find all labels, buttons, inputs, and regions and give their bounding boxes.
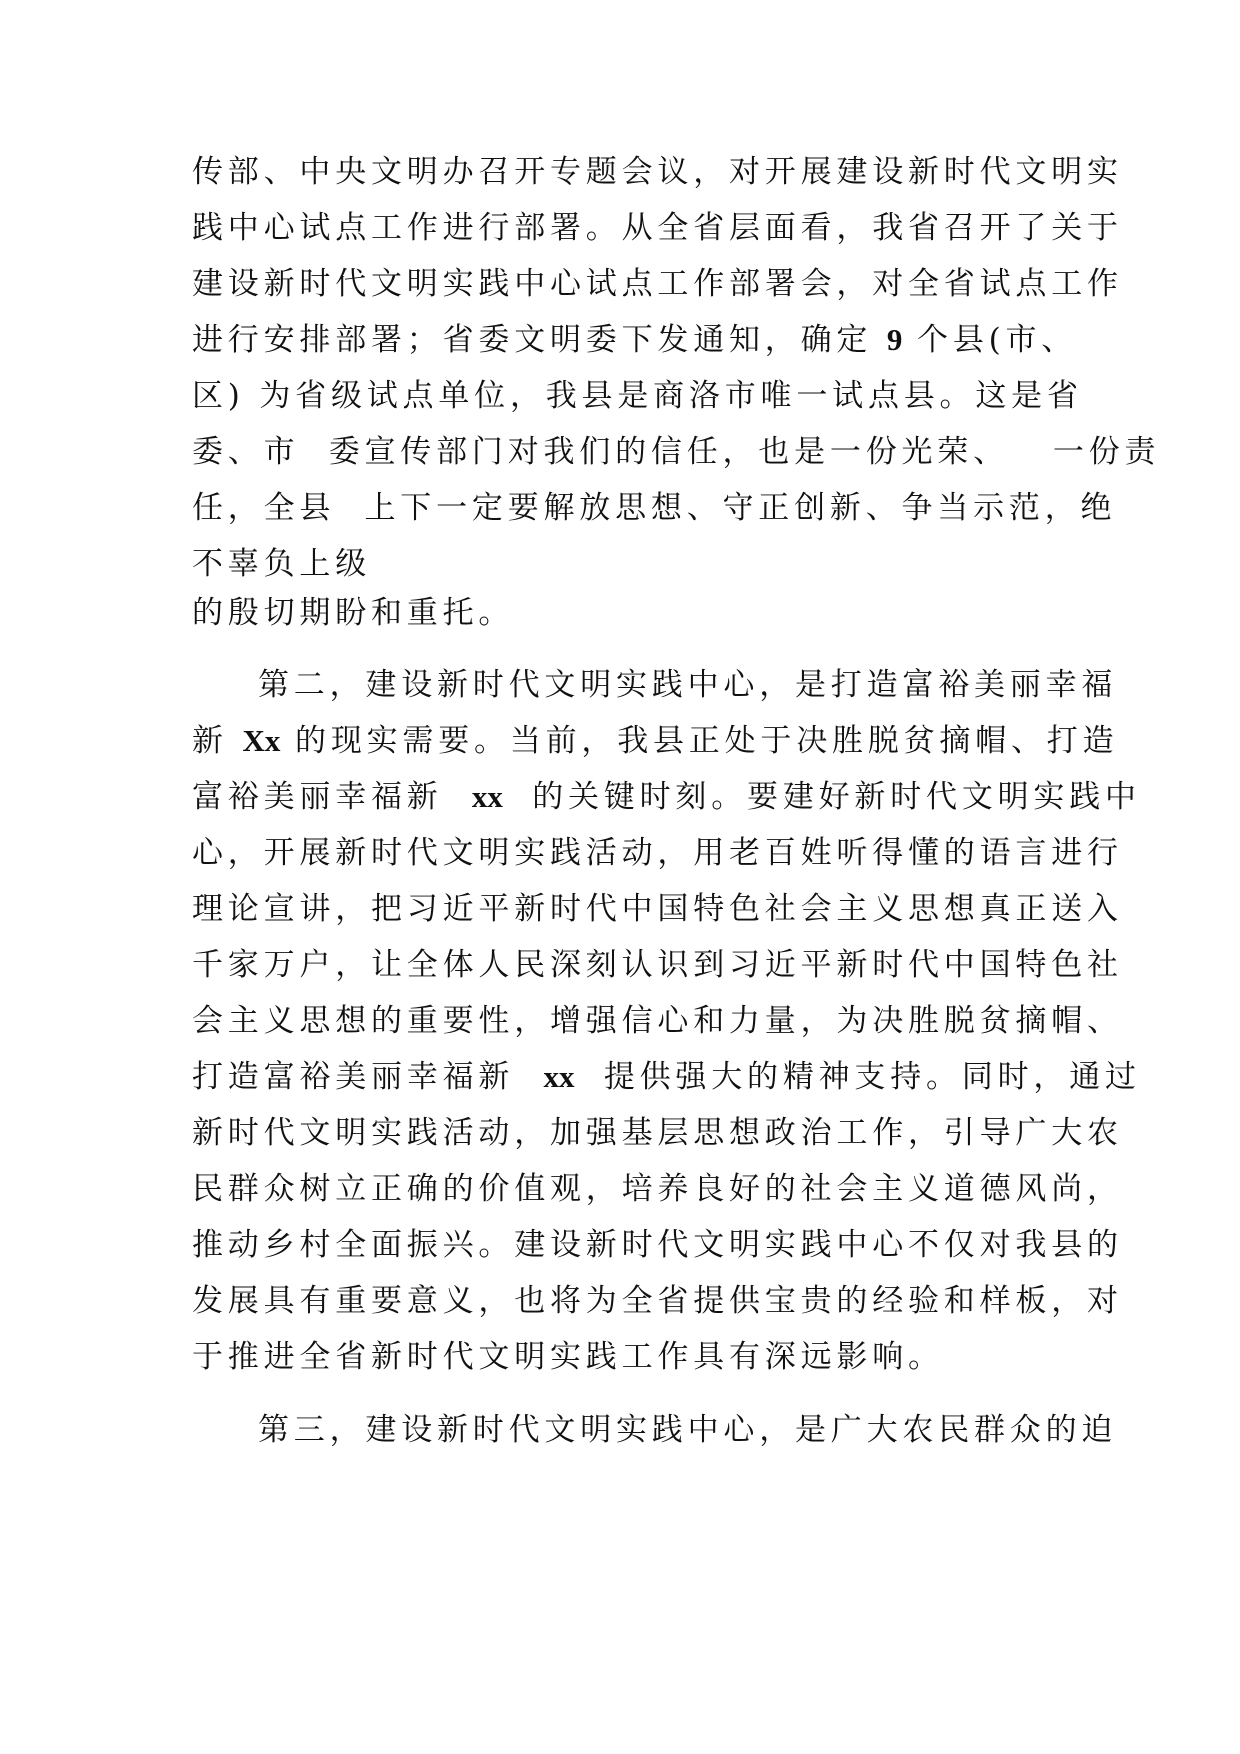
paragraph-start-line: 第二，建设新时代文明实践中心，是打造富裕美丽幸福 bbox=[258, 667, 1118, 703]
paragraph-start-line: 第三，建设新时代文明实践中心，是广大农民群众的迫 bbox=[258, 1412, 1118, 1448]
text-line: 新 Xx 的现实需要。当前，我县正处于决胜脱贫摘帽、打造 bbox=[192, 723, 1119, 759]
text-line: 进行安排部署；省委文明委下发通知，确定 9 个县(市、 bbox=[192, 322, 1078, 358]
text-line: 推动乡村全面振兴。建设新时代文明实践中心不仅对我县的 bbox=[192, 1227, 1123, 1263]
text-line: 区) 为省级试点单位，我县是商洛市唯一试点县。这是省 bbox=[192, 378, 1083, 414]
text-line: 践中心试点工作进行部署。从全省层面看，我省召开了关于 bbox=[192, 210, 1123, 246]
text-line: 传部、中央文明办召开专题会议，对开展建设新时代文明实 bbox=[192, 154, 1123, 190]
text-line: 富裕美丽幸福新 xx 的关键时刻。要建好新时代文明实践中 bbox=[192, 779, 1141, 815]
text-line: 心，开展新时代文明实践活动，用老百姓听得懂的语言进行 bbox=[192, 835, 1123, 871]
text-line: 不辜负上级 bbox=[192, 546, 371, 582]
text-line: 会主义思想的重要性，增强信心和力量，为决胜脱贫摘帽、 bbox=[192, 1003, 1123, 1039]
text-line: 的殷切期盼和重托。 bbox=[192, 595, 515, 631]
text-line: 委、市 委宣传部门对我们的信任，也是一份光荣、 一份责 bbox=[192, 434, 1161, 470]
text-line: 任，全县 上下一定要解放思想、守正创新、争当示范，绝 bbox=[192, 490, 1117, 526]
text-line: 新时代文明实践活动，加强基层思想政治工作，引导广大农 bbox=[192, 1115, 1123, 1151]
text-line: 打造富裕美丽幸福新 xx 提供强大的精神支持。同时，通过 bbox=[192, 1059, 1141, 1095]
text-line: 理论宣讲，把习近平新时代中国特色社会主义思想真正送入 bbox=[192, 891, 1123, 927]
text-line: 千家万户，让全体人民深刻认识到习近平新时代中国特色社 bbox=[192, 947, 1123, 983]
text-line: 民群众树立正确的价值观，培养良好的社会主义道德风尚， bbox=[192, 1171, 1123, 1207]
text-line: 建设新时代文明实践中心试点工作部署会，对全省试点工作 bbox=[192, 266, 1123, 302]
text-line: 于推进全省新时代文明实践工作具有深远影响。 bbox=[192, 1339, 944, 1375]
text-line: 发展具有重要意义，也将为全省提供宝贵的经验和样板，对 bbox=[192, 1283, 1123, 1319]
